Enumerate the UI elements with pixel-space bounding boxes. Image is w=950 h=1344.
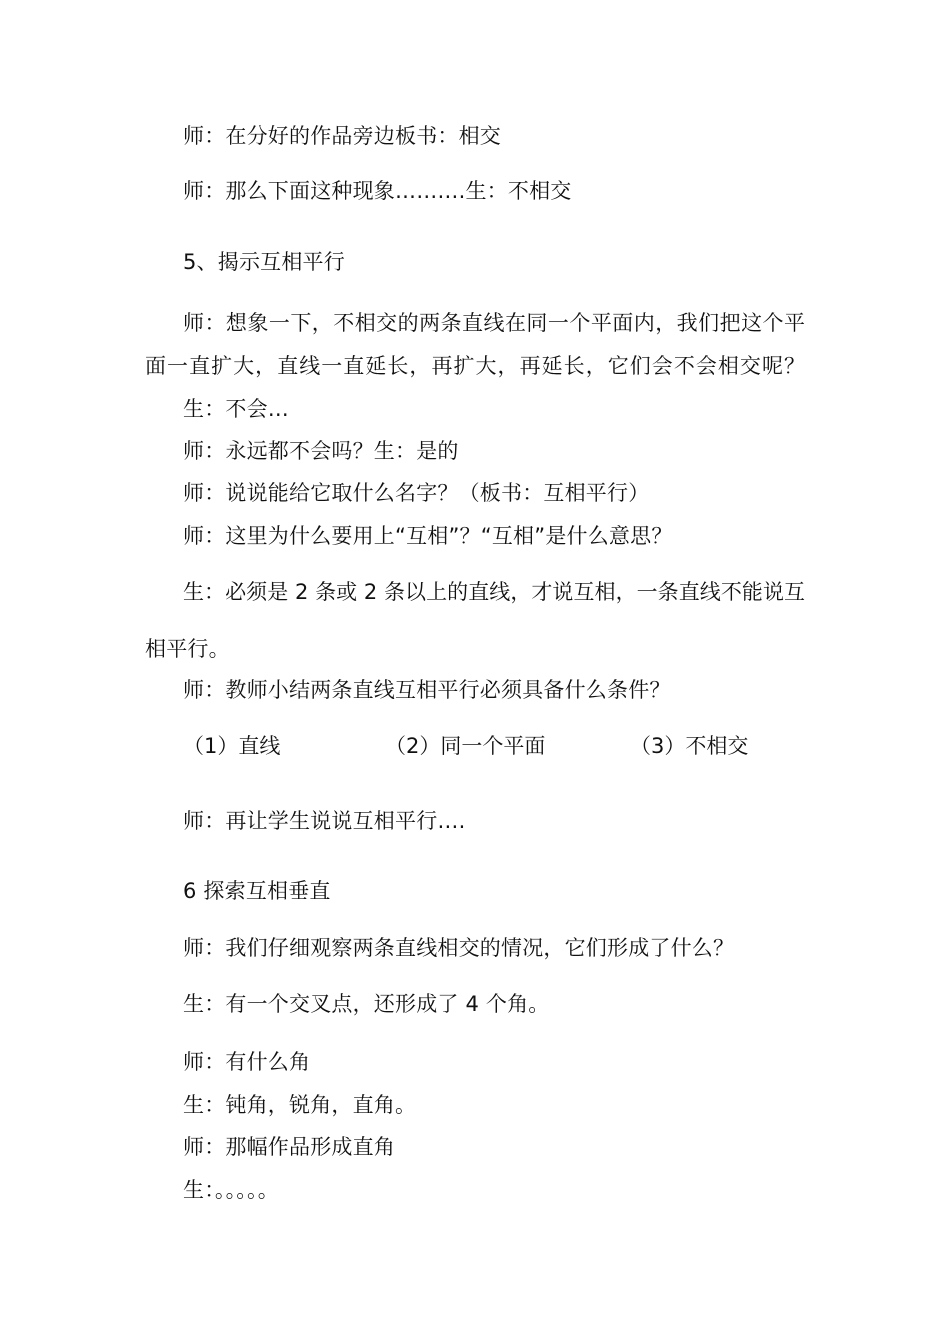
section-heading: 6 探索互相垂直: [183, 879, 331, 903]
paragraph-line: 师：那幅作品形成直角: [183, 1135, 395, 1159]
paragraph-line: 相平行。: [145, 637, 230, 661]
paragraph-line: 师：说说能给它取什么名字？（板书：互相平行）: [183, 481, 650, 505]
section-heading: 5、揭示互相平行: [183, 250, 345, 274]
paragraph-line: 师：这里为什么要用上“互相”？“互相”是什么意思？: [183, 524, 673, 548]
paragraph-line: 生：钝角，锐角，直角。: [183, 1093, 417, 1117]
paragraph-line: 师：有什么角: [183, 1050, 311, 1074]
paragraph-line: 师：再让学生说说互相平行….: [183, 809, 466, 833]
paragraph-line: 生：有一个交叉点，还形成了 4 个角。: [183, 992, 550, 1016]
paragraph-line: 师：我们仔细观察两条直线相交的情况，它们形成了什么？: [183, 936, 735, 960]
paragraph-line: 生：不会…: [183, 397, 289, 421]
paragraph-line: 师：想象一下，不相交的两条直线在同一个平面内，我们把这个平: [183, 311, 805, 335]
paragraph-line: 师：永远都不会吗？生：是的: [183, 439, 459, 463]
condition-item: （3）不相交: [630, 734, 749, 758]
condition-item: （2）同一个平面: [385, 734, 546, 758]
paragraph-line: 师：在分好的作品旁边板书：相交: [183, 124, 501, 148]
paragraph-line: 师：那么下面这种现象……….生：不相交: [183, 179, 572, 203]
paragraph-line: 师：教师小结两条直线互相平行必须具备什么条件？: [183, 678, 671, 702]
paragraph-line: 面一直扩大，直线一直延长，再扩大，再延长，它们会不会相交呢？: [145, 354, 805, 378]
paragraph-line: 生：必须是 2 条或 2 条以上的直线，才说互相，一条直线不能说互: [183, 580, 805, 604]
paragraph-line: 生：。。。。。: [183, 1178, 279, 1202]
condition-item: （1）直线: [183, 734, 281, 758]
